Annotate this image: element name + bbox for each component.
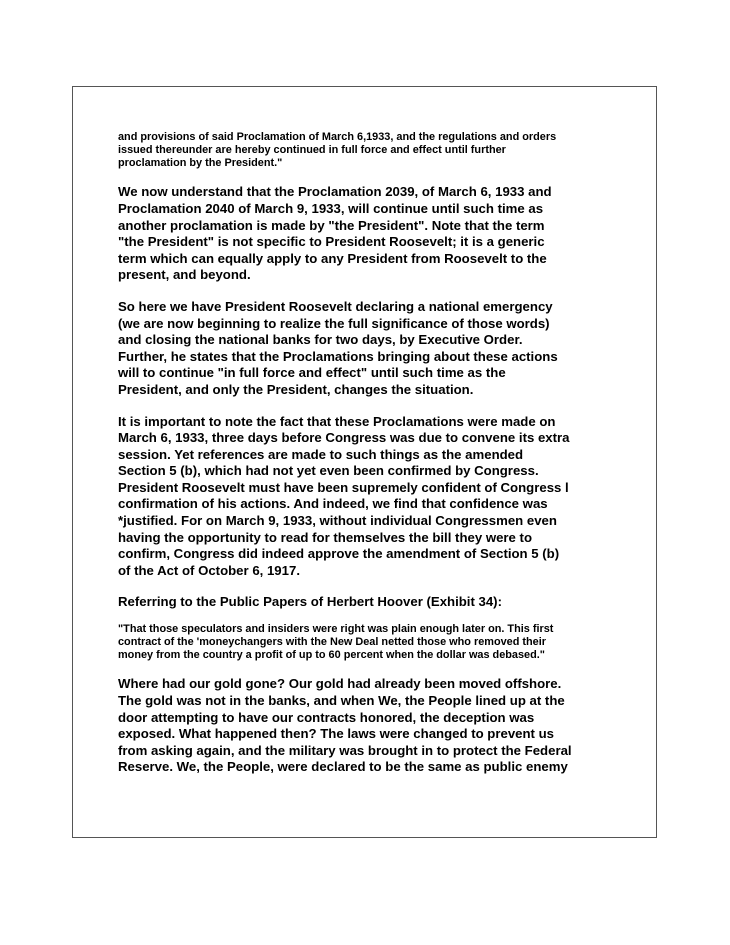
body-paragraph-gold: Where had our gold gone? Our gold had already been moved offshore. The gold was not in the banks, and when We, the People lined up at the door attempting to have our contracts honored, the deception was exposed. What happened then? The laws were changed to prevent us from asking again, and the military was brought in to protect the Federal Reserve. We, the People, were declared to be the same as public enemy: [118, 676, 572, 775]
body-paragraph-proclamations: We now understand that the Proclamation 2039, of March 6, 1933 and Proclamation 2040 of March 9, 1933, will continue until such time as another proclamation is made by "the President". Note that the term "the President" is not specific to President Roosevelt; it is a generic term which can equally apply to any President from Roosevelt to the present, and beyond.: [118, 184, 552, 283]
body-paragraph-congress: It is important to note the fact that these Proclamations were made on March 6, 1933, three days before Congress was due to convene its extra session. Yet references are made to such things as the amended Section 5 (b), which had not yet even been confirmed by Congress. President Roosevelt must have been supremely confident of Congress l confirmation of his actions. And indeed, we find that confidence was *justified. For on March 9, 1933, without individual Congressmen even having the opportunity to read for themselves the bill they were to confirm, Congress did indeed approve the amendment of Section 5 (b) of the Act of October 6, 1917.: [118, 413, 570, 578]
body-paragraph-hoover-reference: Referring to the Public Papers of Herbert Hoover (Exhibit 34):: [118, 594, 502, 610]
proclamation-quote-paragraph: and provisions of said Proclamation of March 6,1933, and the regulations and orders issued thereunder are hereby continued in full force and effect until further proclamation by the President.": [118, 131, 557, 169]
hoover-quote-paragraph: "That those speculators and insiders were right was plain enough later on. This first contract of the 'moneychangers with the New Deal netted those who removed their money from the country a profit of up to 60 percent when the dollar was debased.": [118, 623, 554, 661]
document-body: [118, 131, 618, 776]
body-paragraph-national-emergency: So here we have President Roosevelt declaring a national emergency (we are now beginning to realize the full significance of those words) and closing the national banks for two days, by Executive Order. Further, he states that the Proclamations bringing about these actions will to continue "in full force and effect" until such time as the President, and only the President, changes the situation.: [118, 298, 558, 397]
